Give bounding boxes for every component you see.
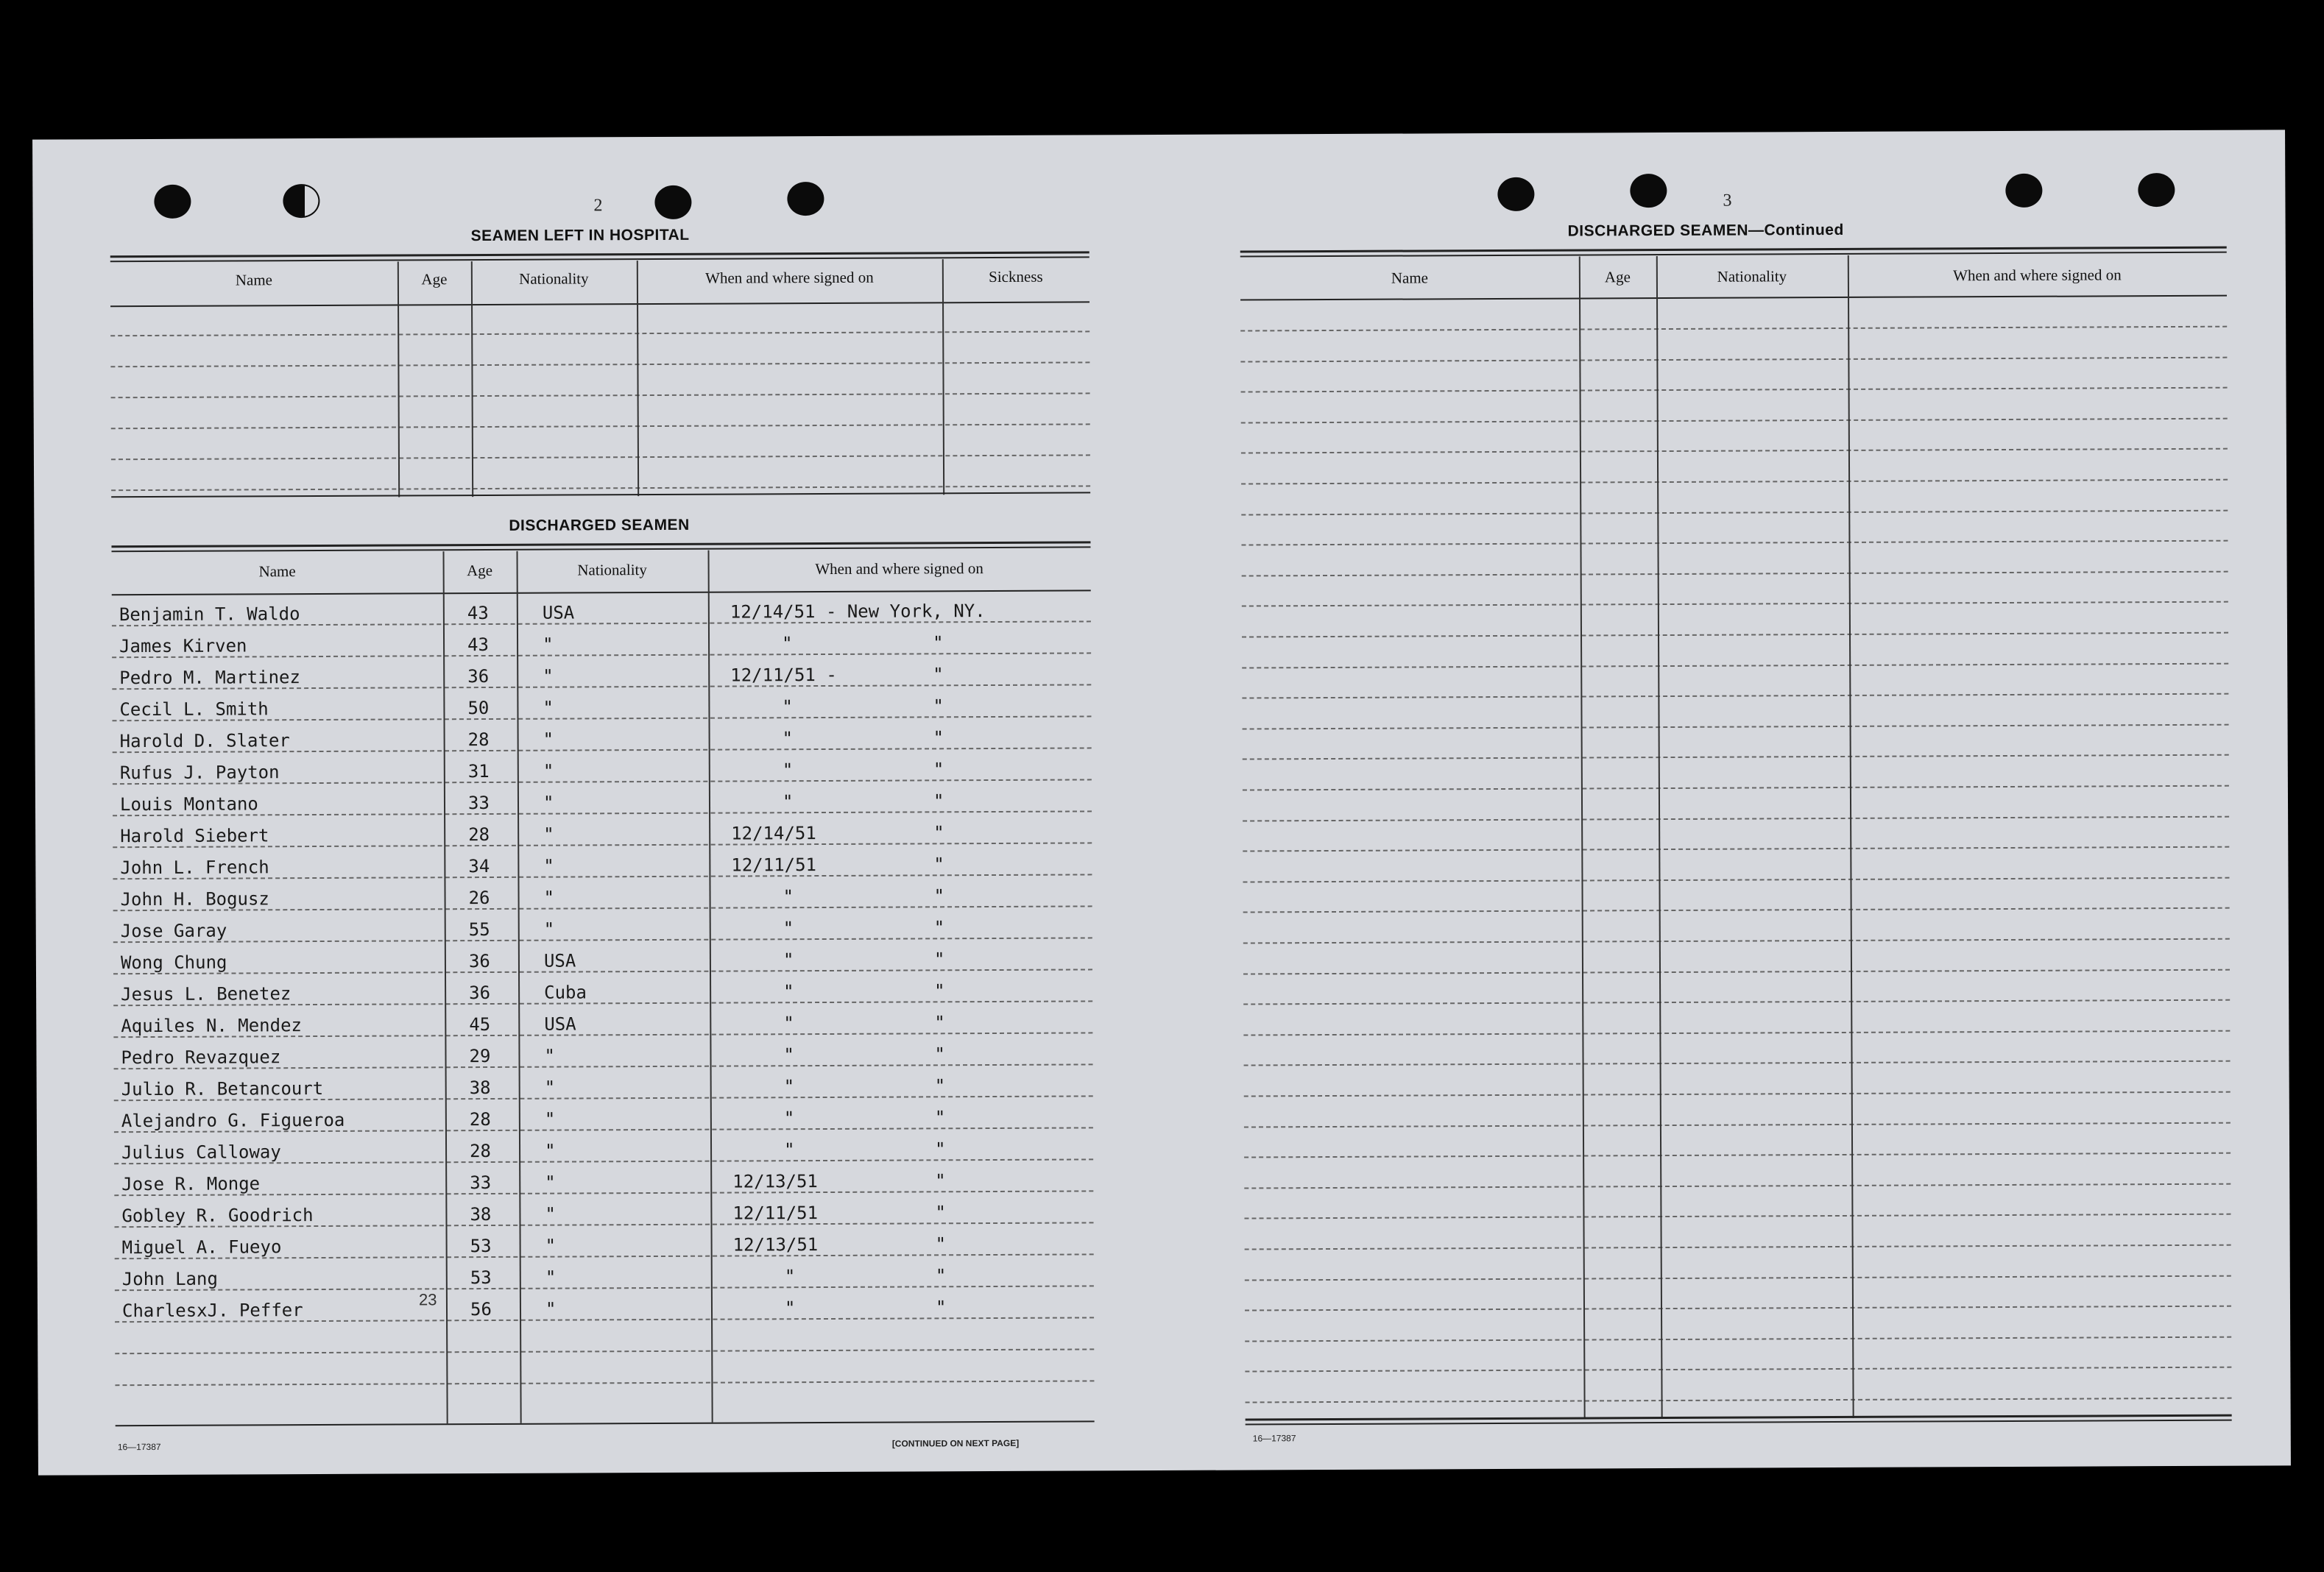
row-rule: [1242, 662, 2228, 668]
cell-signed-on: 12/11/51: [732, 1203, 819, 1224]
page-number: 2: [593, 196, 603, 216]
cell-name: Harold D. Slater: [119, 730, 290, 752]
cell-nationality: ": [545, 1235, 557, 1256]
cell-signed-on: ": [783, 886, 794, 907]
row-rule: [1243, 785, 2229, 791]
row-rule: [1246, 1398, 2232, 1403]
cell-signed-on: ": [783, 1139, 795, 1161]
form-number: 16—17387: [117, 1441, 161, 1453]
cell-nationality: ": [543, 855, 554, 877]
cell-name: Jesus L. Benetez: [121, 983, 292, 1005]
cell-signed-on: 12/14/51 - New York, NY.: [730, 601, 986, 623]
row-rule: [1244, 1061, 2231, 1066]
cell-age: 36: [468, 950, 490, 972]
cell-age: 33: [467, 792, 490, 814]
cell-age: 28: [469, 1108, 491, 1130]
cell-nationality: ": [544, 1108, 556, 1130]
cell-nationality: ": [543, 918, 555, 940]
cell-signed-on_2: ": [933, 949, 945, 970]
table-rule: [111, 546, 1090, 552]
cell-name: Pedro M. Martinez: [119, 667, 300, 689]
cell-signed-on: 12/11/51 -: [730, 664, 837, 686]
row-rule: [115, 1380, 1094, 1386]
continued-note: [CONTINUED ON NEXT PAGE]: [891, 1437, 1020, 1449]
cell-signed-on: ": [783, 1044, 795, 1066]
cell-name: Julio R. Betancourt: [121, 1077, 324, 1100]
cell-nationality: ": [543, 760, 554, 782]
cell-signed-on: 12/13/51: [732, 1234, 819, 1256]
cell-name: John Lang: [121, 1268, 218, 1290]
punch-hole: [283, 184, 319, 218]
cell-name: Alejandro G. Figueroa: [121, 1109, 345, 1132]
col-header-signed-on: When and where signed on: [705, 268, 874, 287]
col-header-age: Age: [467, 561, 493, 580]
cell-name: James Kirven: [119, 635, 247, 657]
cell-age: 28: [467, 729, 490, 751]
page-number: 3: [1723, 191, 1732, 210]
cell-nationality: ": [542, 634, 554, 655]
column-divider: [1579, 257, 1586, 1420]
cell-name: Miguel A. Fueyo: [121, 1236, 282, 1258]
cell-signed-on: ": [783, 1076, 795, 1097]
punch-hole: [1630, 174, 1667, 208]
row-rule: [1241, 417, 2228, 423]
cell-signed-on_2: ": [933, 854, 944, 875]
row-rule: [1242, 570, 2228, 576]
discharged-table-lines: [32, 130, 2285, 139]
table-rule: [1246, 1420, 2232, 1426]
cell-signed-on_2: ": [933, 917, 945, 938]
punch-hole: [154, 185, 191, 219]
cell-signed-on: 12/11/51: [731, 854, 817, 876]
column-divider: [398, 262, 400, 498]
cell-signed-on: ": [782, 791, 794, 812]
row-rule: [1242, 601, 2228, 607]
column-divider: [1656, 256, 1663, 1419]
cell-age: 53: [470, 1235, 492, 1257]
cell-age: 26: [468, 887, 490, 909]
discharged-section-title: DISCHARGED SEAMEN: [509, 516, 690, 534]
column-divider: [517, 551, 522, 1423]
cell-signed-on_2: ": [935, 1202, 946, 1223]
row-rule: [114, 1190, 1093, 1196]
cell-name: Aquiles N. Mendez: [121, 1015, 303, 1037]
row-rule: [115, 1285, 1094, 1291]
cell-signed-on_2: ": [933, 727, 944, 748]
cell-signed-on: ": [783, 1108, 795, 1129]
cell-signed-on: ": [783, 981, 794, 1002]
cell-age: 36: [469, 982, 491, 1004]
cell-signed-on_2: ": [934, 980, 945, 1002]
row-rule: [1241, 479, 2228, 485]
cell-name: Julius Calloway: [121, 1141, 281, 1164]
hospital-section-title: SEAMEN LEFT IN HOSPITAL: [470, 226, 690, 245]
row-rule: [1244, 1091, 2231, 1097]
cell-age: 43: [467, 602, 489, 624]
col-header-signed-on: When and where signed on: [815, 559, 983, 578]
row-rule: [115, 1348, 1094, 1354]
cell-signed-on_2: ": [935, 1233, 947, 1255]
col-header-nationality: Nationality: [1717, 267, 1787, 286]
punch-hole: [654, 185, 691, 219]
table-rule: [1240, 295, 2227, 301]
column-divider: [942, 259, 944, 495]
cell-nationality: ": [545, 1267, 557, 1288]
cell-nationality: USA: [544, 1013, 576, 1035]
row-rule: [113, 969, 1092, 974]
cell-age: 34: [468, 855, 490, 877]
cell-name: Gobley R. Goodrich: [121, 1205, 314, 1227]
cell-age: 56: [470, 1298, 492, 1320]
cell-signed-on: ": [783, 1013, 794, 1034]
cell-signed-on_2: ": [934, 1012, 945, 1033]
row-rule: [1245, 1336, 2231, 1342]
cell-age: 45: [469, 1013, 491, 1035]
table-rule: [112, 590, 1091, 595]
cell-signed-on_2: ": [935, 1297, 947, 1318]
row-rule: [1242, 632, 2228, 638]
cell-signed-on: 12/13/51: [732, 1171, 818, 1192]
cell-age: 36: [467, 665, 490, 687]
cell-signed-on_2: ": [934, 1139, 946, 1160]
cell-signed-on_2: ": [933, 664, 944, 685]
cell-nationality: ": [543, 697, 554, 718]
col-header-signed-on: When and where signed on: [1953, 266, 2122, 285]
col-header-name: Name: [1391, 269, 1429, 287]
row-rule: [1243, 754, 2229, 760]
cell-signed-on: ": [782, 760, 794, 781]
row-rule: [1244, 1122, 2231, 1127]
punch-hole: [787, 182, 824, 216]
table-rule: [1240, 252, 2227, 258]
row-rule: [113, 810, 1092, 816]
margin-annotation: 23: [418, 1290, 437, 1309]
row-rule: [1243, 938, 2230, 944]
cell-nationality: ": [543, 729, 554, 750]
punch-hole: [1497, 177, 1534, 211]
cell-nationality: ": [543, 792, 554, 813]
cell-age: 50: [467, 697, 490, 719]
row-rule: [1245, 1367, 2231, 1373]
col-header-nationality: Nationality: [519, 269, 589, 288]
cell-signed-on_2: ": [935, 1265, 947, 1286]
row-rule: [112, 652, 1091, 658]
cell-signed-on: ": [782, 728, 794, 749]
row-rule: [1241, 509, 2228, 515]
cell-signed-on: ": [782, 696, 793, 718]
cell-signed-on: ": [783, 918, 794, 939]
cell-nationality: USA: [543, 950, 576, 971]
row-rule: [113, 937, 1092, 943]
row-rule: [1243, 877, 2229, 882]
row-rule: [1241, 387, 2228, 393]
cell-name: Pedro Revazquez: [121, 1047, 281, 1069]
column-divider: [1848, 255, 1854, 1418]
cell-nationality: ": [543, 887, 555, 908]
cell-age: 28: [469, 1140, 492, 1162]
col-header-name: Name: [258, 562, 296, 581]
punch-hole: [2138, 173, 2175, 207]
table-rule: [116, 1420, 1095, 1426]
cell-name: John H. Bogusz: [120, 888, 269, 910]
cell-nationality: Cuba: [544, 982, 587, 1003]
cell-nationality: ": [544, 1140, 556, 1161]
column-divider: [471, 261, 473, 497]
cell-age: 38: [469, 1077, 491, 1099]
col-header-name: Name: [235, 271, 273, 289]
cell-signed-on: ": [781, 633, 793, 654]
column-divider: [707, 550, 713, 1423]
cell-age: 43: [467, 634, 490, 656]
cell-signed-on_2: ": [933, 885, 945, 907]
cell-nationality: ": [545, 1298, 557, 1320]
cell-age: 31: [467, 760, 490, 782]
cell-age: 29: [469, 1045, 491, 1067]
row-rule: [1244, 1183, 2231, 1189]
cell-age: 33: [470, 1172, 492, 1194]
cell-nationality: USA: [542, 602, 575, 623]
table-rule: [111, 492, 1090, 498]
col-header-nationality: Nationality: [577, 561, 647, 579]
cell-nationality: ": [544, 1045, 556, 1066]
cell-nationality: ": [543, 665, 554, 687]
cell-name: Jose Garay: [120, 920, 227, 942]
row-rule: [1243, 999, 2230, 1005]
cell-age: 55: [468, 918, 490, 941]
hospital-table-lines: [32, 130, 2285, 139]
cell-signed-on_2: ": [932, 632, 944, 654]
cell-nationality: ": [545, 1203, 556, 1225]
column-divider: [443, 551, 448, 1423]
row-rule: [1240, 326, 2227, 332]
cell-name: Rufus J. Payton: [119, 762, 280, 784]
cell-age: 28: [468, 824, 490, 846]
cell-name: Cecil L. Smith: [119, 698, 269, 720]
cell-signed-on_2: ": [934, 1044, 946, 1065]
cell-signed-on_2: ": [934, 1107, 946, 1128]
document-sheet: [32, 130, 2291, 1475]
row-rule: [1245, 1275, 2231, 1281]
cell-name: Harold Siebert: [120, 825, 269, 847]
row-rule: [1241, 540, 2228, 546]
cell-signed-on_2: ": [935, 1170, 946, 1192]
cell-signed-on: 12/14/51: [731, 823, 816, 844]
cell-signed-on: ": [784, 1266, 796, 1287]
cell-name: Benjamin T. Waldo: [119, 603, 300, 626]
cell-age: 38: [470, 1203, 492, 1225]
form-number: 16—17387: [1252, 1433, 1296, 1444]
row-rule: [1245, 1244, 2231, 1250]
cell-signed-on_2: ": [933, 759, 944, 780]
col-header-age: Age: [421, 270, 448, 288]
cell-name: CharlesxJ. Peffer: [121, 1300, 303, 1322]
row-rule: [1244, 1153, 2231, 1158]
cell-signed-on_2: ": [934, 1075, 946, 1097]
cell-name: John L. French: [120, 857, 269, 879]
cell-nationality: ": [545, 1172, 556, 1193]
cell-name: Louis Montano: [119, 793, 258, 815]
row-rule: [1243, 815, 2229, 821]
cell-nationality: ": [543, 824, 554, 845]
cell-name: Wong Chung: [120, 952, 227, 974]
row-rule: [1243, 846, 2229, 852]
row-rule: [1244, 1214, 2231, 1219]
cell-name: Jose R. Monge: [121, 1173, 261, 1195]
row-rule: [1242, 693, 2228, 699]
col-header-sickness: Sickness: [989, 267, 1043, 286]
row-rule: [1240, 356, 2227, 362]
cell-signed-on: ": [783, 949, 794, 971]
cell-age: 53: [470, 1267, 492, 1289]
row-rule: [1243, 1030, 2230, 1035]
column-divider: [637, 261, 639, 496]
row-rule: [1243, 907, 2230, 913]
row-rule: [1243, 723, 2229, 729]
cell-nationality: ": [544, 1077, 556, 1098]
cell-signed-on: ": [784, 1297, 796, 1319]
cell-signed-on_2: ": [933, 695, 944, 717]
row-rule: [1245, 1306, 2231, 1311]
cell-signed-on_2: ": [933, 790, 944, 812]
col-header-age: Age: [1604, 268, 1631, 286]
punch-hole: [2005, 174, 2042, 208]
right-table-lines: [32, 130, 2285, 139]
discharged-continued-title: DISCHARGED SEAMEN—Continued: [1567, 221, 1844, 240]
cell-signed-on_2: ": [933, 822, 944, 843]
row-rule: [1241, 448, 2228, 454]
row-rule: [1243, 969, 2230, 974]
